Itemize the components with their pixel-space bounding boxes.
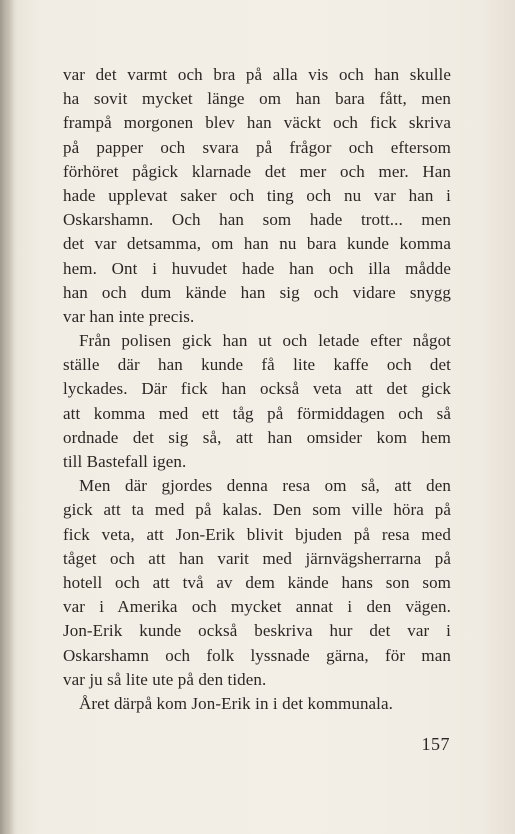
text-line: det var detsamma, om han nu bara kunde komma	[63, 234, 451, 254]
paragraph-1	[63, 63, 451, 329]
text-line: var i Amerika och mycket annat i den vägen.	[63, 597, 451, 617]
text-line: att komma med ett tåg på förmiddagen och så	[63, 403, 451, 423]
text-line: ha sovit mycket länge om han bara fått, men	[63, 89, 451, 109]
text-line: till Bastefall igen.	[63, 452, 187, 471]
text-line: förhöret pågick klarnade det mer och mer. Han	[63, 161, 451, 181]
text-line: Oskarshamn. Och han som hade trott... men	[63, 210, 451, 230]
text-line: lyckades. Där fick han också veta att det gick	[63, 379, 451, 399]
text-line: Från polisen gick han ut och letade efter något	[79, 331, 451, 351]
text-line: Men där gjordes denna resa om så, att den	[79, 476, 451, 496]
page-gutter-shadow	[0, 0, 14, 834]
text-line: hotell och att två av dem kände hans son som	[63, 572, 451, 592]
text-line: frampå morgonen blev han väckt och fick skriva	[63, 113, 451, 133]
text-line: Året därpå kom Jon-Erik in i det kommunala.	[79, 693, 394, 713]
text-line: fick veta, att Jon-Erik blivit bjuden på resa med	[63, 524, 451, 544]
page-number: 157	[421, 734, 450, 754]
paragraph-3	[63, 474, 451, 692]
text-line: var det varmt och bra på alla vis och han skulle	[63, 65, 451, 84]
paragraph-2	[63, 329, 451, 474]
text-line: ställe där han kunde få lite kaffe och det	[63, 355, 451, 375]
body-text	[63, 63, 451, 716]
text-line: var ju så lite ute på den tiden.	[63, 669, 267, 689]
text-line: på papper och svara på frågor och eftersom	[63, 137, 451, 157]
text-line: ordnade det sig så, att han omsider kom hem	[63, 427, 451, 447]
text-line: hade upplevat saker och ting och nu var han i	[63, 185, 451, 205]
text-line: tåget och att han varit med järnvägsherrarna på	[63, 548, 451, 568]
text-line: hem. Ont i huvudet hade han och illa mådde	[63, 258, 451, 278]
text-line: gick att ta med på kalas. Den som ville höra på	[63, 500, 451, 520]
text-line: Oskarshamn och folk lyssnade gärna, för man	[63, 645, 451, 665]
text-line: han och dum kände han sig och vidare snygg	[63, 282, 451, 302]
text-line: var han inte precis.	[63, 306, 195, 326]
paragraph-4	[63, 692, 451, 716]
text-line: Jon-Erik kunde också beskriva hur det var i	[63, 621, 451, 641]
